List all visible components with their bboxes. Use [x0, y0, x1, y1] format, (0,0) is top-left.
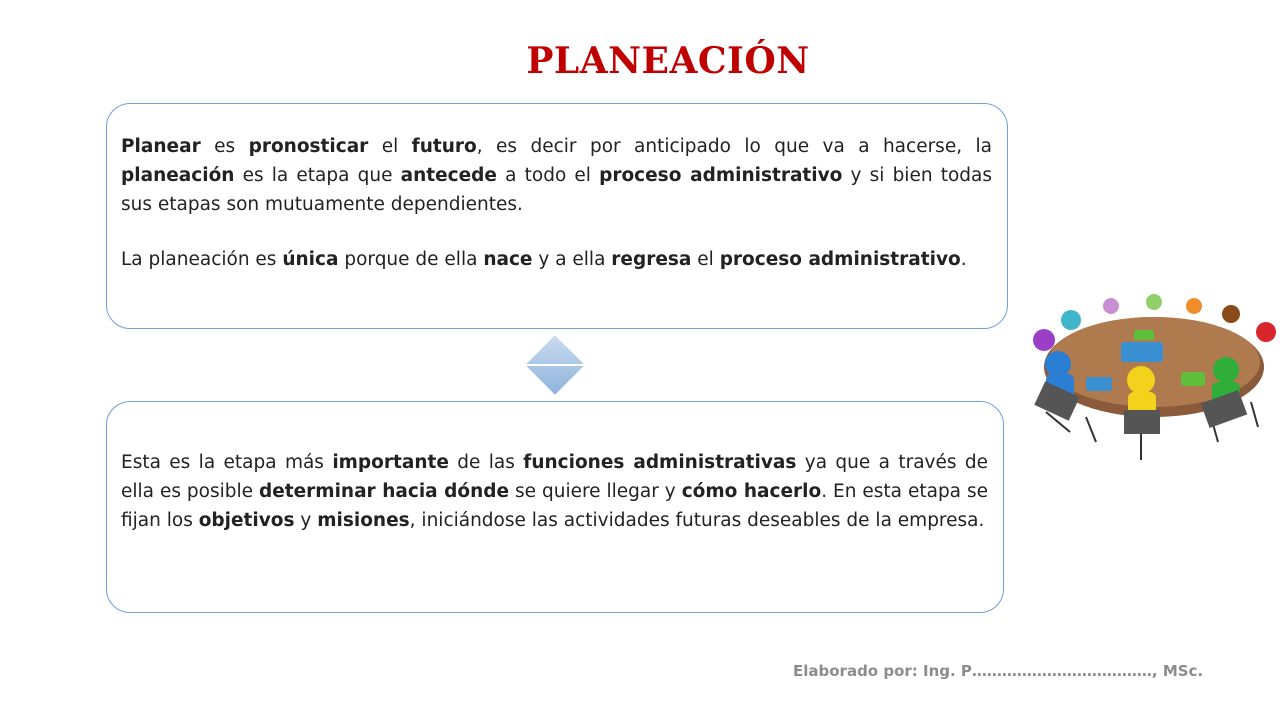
- body-text: el: [691, 249, 720, 270]
- body-text: de las: [448, 452, 524, 473]
- emphasis-text: cómo hacerlo: [681, 481, 822, 502]
- body-text: es la etapa que: [234, 165, 401, 186]
- connector-divider: [524, 364, 586, 366]
- emphasis-text: nace: [483, 249, 533, 270]
- slide-title: PLANEACIÓN: [526, 40, 810, 82]
- emphasis-text: Planear: [121, 136, 201, 157]
- body-text: La planeación es: [121, 249, 283, 270]
- definition-box: [106, 103, 1008, 329]
- importance-box: [106, 401, 1004, 613]
- body-text: ya que a través de ella es posible: [121, 452, 988, 502]
- emphasis-text: objetivos: [198, 510, 295, 531]
- emphasis-text: futuro: [411, 136, 477, 157]
- body-text: . En esta etapa se fijan los: [121, 481, 988, 531]
- emphasis-text: funciones administrativas: [523, 452, 797, 473]
- emphasis-text: proceso administrativo: [599, 165, 843, 186]
- emphasis-text: importante: [332, 452, 449, 473]
- body-text: a todo el: [496, 165, 600, 186]
- emphasis-text: planeación: [121, 165, 235, 186]
- body-text: .: [960, 249, 967, 270]
- emphasis-text: determinar hacia dónde: [258, 481, 510, 502]
- emphasis-text: misiones: [317, 510, 410, 531]
- body-text: el: [368, 136, 412, 157]
- uniqueness-paragraph: [121, 245, 992, 274]
- emphasis-text: pronosticar: [248, 136, 369, 157]
- emphasis-text: única: [282, 249, 339, 270]
- body-text: y: [294, 510, 318, 531]
- importance-paragraph: [121, 448, 988, 535]
- body-text: porque de ella: [338, 249, 484, 270]
- meeting-table-illustration: [1026, 292, 1276, 467]
- body-text: , iniciándose las actividades futuras deseables de la empresa.: [409, 510, 985, 531]
- body-text: Esta es la etapa más: [121, 452, 333, 473]
- body-text: y si bien todas sus etapas son mutuamente dependientes.: [121, 165, 993, 215]
- emphasis-text: antecede: [400, 165, 497, 186]
- body-text: y a ella: [532, 249, 612, 270]
- body-text: , es decir por anticipado lo que va a hacerse, la: [476, 136, 992, 157]
- emphasis-text: regresa: [611, 249, 692, 270]
- emphasis-text: proceso administrativo: [719, 249, 961, 270]
- body-text: se quiere llegar y: [509, 481, 682, 502]
- definition-paragraph: [121, 132, 992, 219]
- author-footer: Elaborado por: Ing. P………………………………, MSc.: [793, 662, 1204, 680]
- body-text: es: [200, 136, 249, 157]
